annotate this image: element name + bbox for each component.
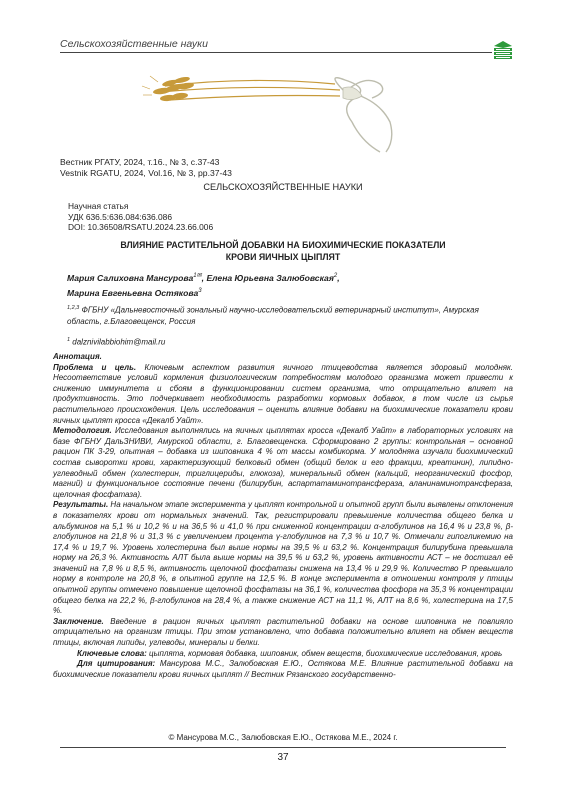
footer-divider <box>60 747 506 748</box>
abstract <box>53 352 513 680</box>
citation-en: Vestnik RGATU, 2024, Vol.16, № 3, pp.37-43 <box>60 168 232 178</box>
affiliation <box>67 303 507 327</box>
page-number: 37 <box>277 752 289 763</box>
problem-label: Проблема и цель. <box>53 362 137 372</box>
contact-email[interactable] <box>67 337 165 347</box>
email-mark: 1 <box>67 337 71 343</box>
results-text: На начальном этапе эксперимента у цыплят контрольной и опытной групп были выявлены отклонения в показателях крови от нормальных значений. Так, регистрировали превышение количества общего белка и альбуминов на 5,1 % и 10,2 % и на 36,5 % и 41,0 % при сниженной концентрации α-глобулинов на 16,4 % и 23,8 %, β-глобулинов на 21,8 % и 31,3 % с увеличением процента γ-глобулинов на 7,3 % и 10,7 %. Отмечали гипогликемию на 17,4 % и 19,7 %. Уровень холестерина был выше нормы на 39,5 % и 63,2 %. Концентрация билирубина превышала норму на 26,3 %. Активность АЛТ была выше нормы на 39,5 % и 63,2 %, уровень активности АСТ – не достигал её значений на 7,8 % и 8,5 %, активность щелочной фосфатазы снижена на 13,4 % и 29,9 %. Количество Р превышало норму в контроле на 20,8 %, в опытной группе на 12,5 %. В конце эксперимента в отношении контроля у птицы опытной группы отмечено повышение щелочной фосфатазы на 36,1 %, количества фосфора на 35,3 % концентрации общего белка на 22,2 %, β-глобулинов на 28,4 %, а также снижение АСТ на 11,1 %, АЛТ на 8,6 %, холестерина на 17,5 %. <box>53 500 513 616</box>
section-heading: СЕЛЬСКОХОЗЯЙСТВЕННЫЕ НАУКИ <box>203 182 363 192</box>
email-address[interactable]: dalznivilabbiohim@mail.ru <box>70 337 166 347</box>
conclusion-text: Введение в рацион яичных цыплят растительной добавки на основе шиповника не повлияло отрицательно на организм птицы. При этом установлено, что добавка положительно влияет на обмен веществ птицы, включая липиды, углеводы, минералы и белки. <box>53 616 513 648</box>
keywords-text: цыплята, кормовая добавка, шиповник, обмен веществ, биохимические исследования, кровь <box>146 648 503 658</box>
doi-link[interactable]: DOI: 10.36508/RSATU.2024.23.66.006 <box>68 222 214 232</box>
cite-text: Мансурова М.С., Залюбовская Е.Ю., Остякова М.Е. Влияние растительной добавки на биохимические показатели крови яичных цыплят // Вестник Рязанского государственно- <box>53 659 513 679</box>
abstract-citation <box>53 659 513 680</box>
abstract-results <box>53 500 513 617</box>
affiliation-text: ФГБНУ «Дальневосточный зональный научно-исследовательский ветеринарный институт», Амурская область, г.Благовещенск, Россия <box>67 305 479 326</box>
author-2-mark: 2 <box>333 273 338 279</box>
keywords-label: Ключевые слова: <box>77 648 147 658</box>
wheat-ribbon-illustration <box>140 62 440 158</box>
article-title <box>60 239 506 263</box>
abstract-problem <box>53 363 513 427</box>
author-1-mark: 1✉ <box>193 273 202 279</box>
article-title-line-1: ВЛИЯНИЕ РАСТИТЕЛЬНОЙ ДОБАВКИ НА БИОХИМИЧЕСКИЕ ПОКАЗАТЕЛИ <box>120 240 446 250</box>
cite-label: Для цитирования: <box>77 659 156 669</box>
journal-name: Сельскохозяйственные науки <box>60 38 208 50</box>
results-label: Результаты. <box>53 500 109 510</box>
author-1: Мария Салиховна Мансурова <box>67 272 194 283</box>
author-3: Марина Евгеньевна Остякова <box>67 287 199 298</box>
green-book-icon <box>492 40 514 62</box>
conclusion-label: Заключение. <box>53 616 104 626</box>
author-list <box>67 270 507 300</box>
header-divider <box>60 52 492 53</box>
abstract-keywords <box>53 649 513 660</box>
abstract-conclusion <box>53 617 513 649</box>
article-type: Научная статья <box>68 201 129 211</box>
affiliation-mark: 1,2,3 <box>67 305 80 311</box>
abstract-methods <box>53 426 513 500</box>
udk-code: УДК 636.5:636.084:636.086 <box>68 212 172 222</box>
author-3-mark: 3 <box>198 287 202 294</box>
citation-ru: Вестник РГАТУ, 2024, т.16., № 3, с.37-43 <box>60 157 220 167</box>
methods-text: Исследования выполнялись на яичных цыплятах кросса «Декалб Уайт» в лабораторных условиях на базе ФГБНУ ДальЗНИВИ, Амурской области, г. Благовещенска. Сформировано 2 группы: контрольная – основной рацион ПК 3-29, опытная – добавка из шиповника 4 % от массы комбикорма. У молодняка изучали биохимический состав сыворотки крови, характеризующий белковый обмен (общий белок и его фракции, креатинин), липидно-углеводный обмен (холестерин, триглицериды, глюкоза), минеральный обмен (кальций, неорганический фосфор, магний) и функциональное состояние печени (билирубин, аспартатаминотрансфераза, аланинаминотрансфераза, щелочная фосфатаза). <box>53 426 513 499</box>
methods-label: Методология. <box>53 426 112 436</box>
abstract-heading: Аннотация. <box>53 352 102 361</box>
author-2: Елена Юрьевна Залюбовская <box>206 272 334 283</box>
author-separator: , <box>201 272 207 283</box>
copyright-notice: © Мансурова М.С., Залюбовская Е.Ю., Остякова М.Е., 2024 г. <box>168 733 398 742</box>
author-separator: , <box>337 272 340 283</box>
problem-text: Ключевым аспектом развития яичного птицеводства является здоровый молодняк. Несоответствие условий кормления физиологическим потребностям молодого организма может привести к снижению иммунитета и сбоям в функционировании систем организма, что отрицательно влияет на продуктивность. Это подчеркивает необходимость разработки кормовых добавок, в том числе из сырья растительного происхождения. Цель исследования – оценить влияние добавки на биохимические показатели крови яичных цыплят кросса «Декалб Уайт». <box>53 362 514 425</box>
article-title-line-2: КРОВИ ЯИЧНЫХ ЦЫПЛЯТ <box>225 252 341 262</box>
